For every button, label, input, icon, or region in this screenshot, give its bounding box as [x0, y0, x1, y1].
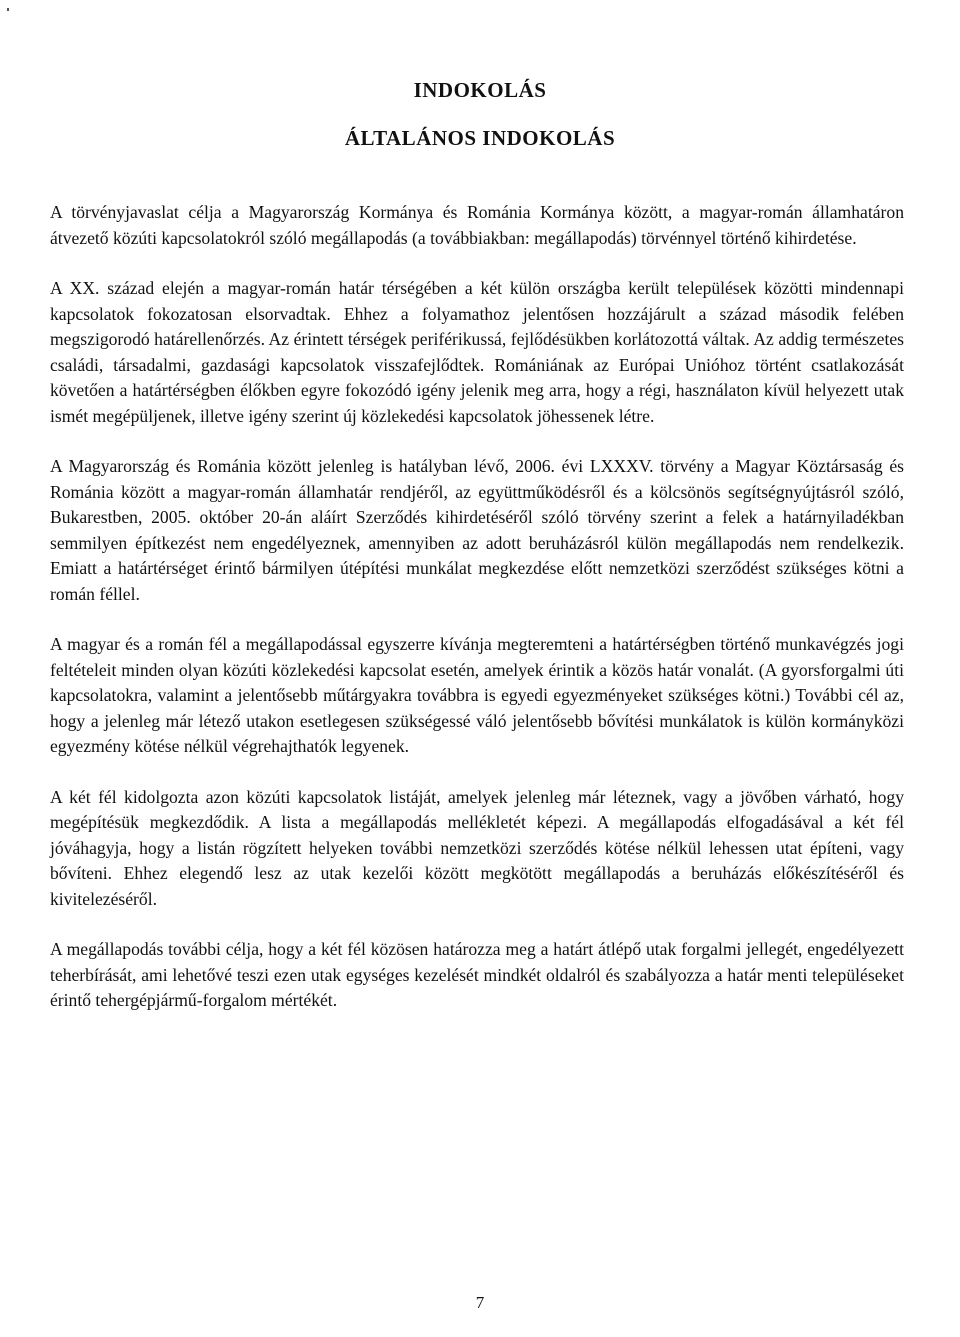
- paragraph-objectives: A magyar és a román fél a megállapodással egyszerre kívánja megteremteni a határtérségben történő munkavégzés jogi feltételeit minden olyan közúti közlekedési kapcsolat esetén, amelyek érintik a közös határ vonalát. (A gyorsforgalmi úti kapcsolatokra, valamint a jelentősebb műtárgyakra továbbra is egyedi egyezményeket szükséges kötni.) További cél az, hogy a jelenleg már létező utakon esetlegesen szükségessé váló jelentősebb bővítési munkálatok is külön kormányközi egyezmény kötése nélkül végrehajthatók legyenek.: [50, 634, 904, 756]
- paragraph-purpose: A törvényjavaslat célja a Magyarország Kormánya és Románia Kormánya között, a magyar-román államhatáron átvezető közúti kapcsolatokról szóló megállapodás (a továbbiakban: megállapodás) törvénnyel történő kihirdetése.: [50, 202, 904, 248]
- paragraph-traffic-rules: A megállapodás további célja, hogy a két fél közösen határozza meg a határt átlépő utak forgalmi jellegét, engedélyezett teherbírását, ami lehetővé teszi ezen utak egységes kezelését mindkét oldalról és szabályozza a határ menti településeket érintő tehergépjármű-forgalom mértékét.: [50, 939, 904, 1010]
- document-title: INDOKOLÁS: [413, 78, 547, 102]
- document-body: [50, 200, 904, 1014]
- paragraph-road-list: A két fél kidolgozta azon közúti kapcsolatok listáját, amelyek jelenleg már léteznek, vagy a jövőben várható, hogy megépítésük megkezdődik. A lista a megállapodás mellékletét képezi. A megállapodás elfogadásával a két fél jóváhagyja, hogy a listán rögzített helyeken további nemzetközi szerződés kötése nélkül lehessen utat építeni, vagy bővíteni. Ehhez elegendő lesz az utak kezelői között megkötött megállapodás a beruházás előkészítéséről és kivitelezéséről.: [50, 786, 904, 909]
- paragraph-history: A XX. század elején a magyar-román határ térségében a két külön országba került települések közötti mindennapi kapcsolatok fokozatosan elsorvadtak. Ehhez a folyamathoz jelentősen hozzájárult a század második felében megszigorodó határellenőrzés. Az érintett térségek periférikussá, fejlődésükben korlátozottá váltak. Az addig természetes családi, társadalmi, gazdasági kapcsolatok visszafejlődtek. Romániának az Európai Unióhoz történt csatlakozását követően a határtérségben élőkben egyre fokozódó igény jelenik meg arra, hogy a régi, használaton kívül helyezett utak ismét megépüljenek, illetve igény szerint új közlekedési kapcsolatok jöhessenek létre.: [50, 278, 904, 426]
- section-title: ÁLTALÁNOS INDOKOLÁS: [344, 126, 616, 150]
- page-number: 7: [475, 1293, 485, 1312]
- paragraph-legal-basis: A Magyarország és Románia között jelenleg is hatályban lévő, 2006. évi LXXXV. törvény a Magyar Köztársaság és Románia között a magyar-román államhatár rendjéről, az együttműködésről és a kölcsönös segítségnyújtásról szóló, Bukarestben, 2005. október 20-án aláírt Szerződés kihirdetéséről szóló törvény szerint a felek a határnyiladékban semmilyen építkezést nem engedélyeznek, amennyiben az adott beruházásról külön megállapodás nem rendelkezik. Emiatt a határtérséget érintő bármilyen útépítési munkálat megkezdése előtt nemzetközi szerződést szükséges kötni a román féllel.: [50, 456, 904, 604]
- scan-artifact: [7, 8, 9, 11]
